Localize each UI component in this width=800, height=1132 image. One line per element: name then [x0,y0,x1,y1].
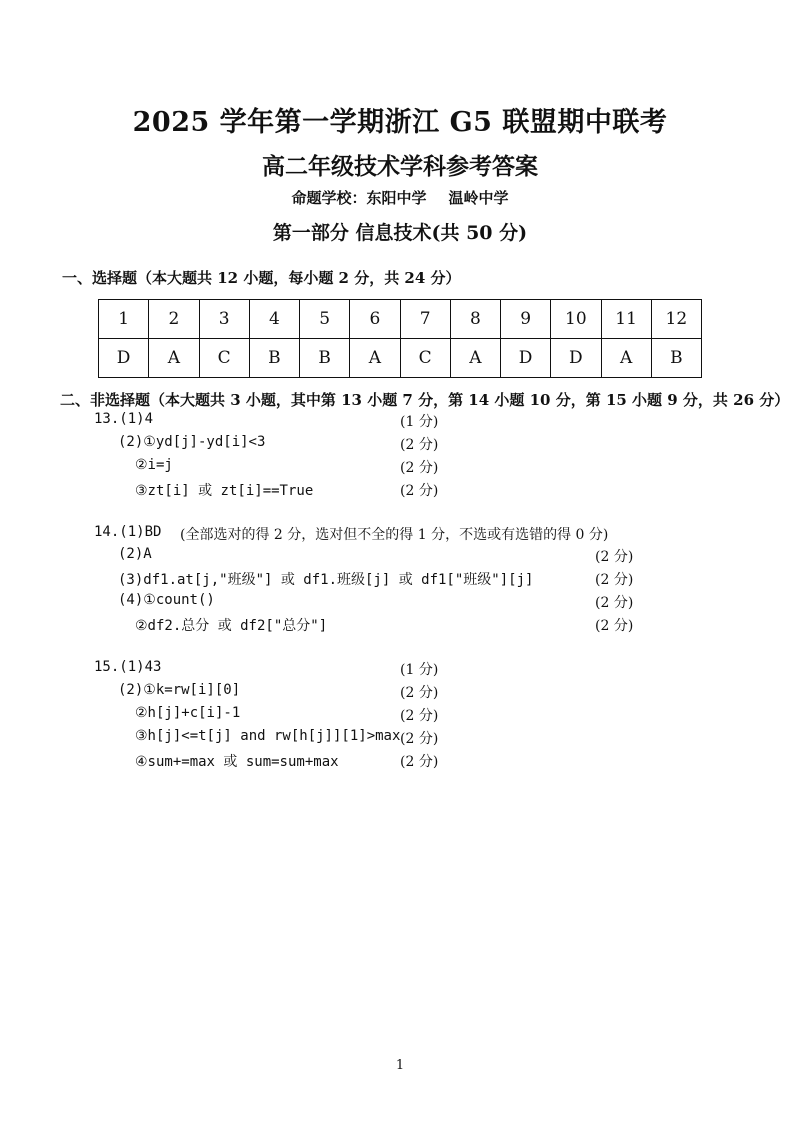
question-number: 6 [350,300,400,339]
q13-score-2: (2 分) [400,437,439,453]
q13-score-1: (1 分) [400,414,439,430]
page-number: 1 [395,1058,405,1073]
q13-line-3: ②i=j [135,457,173,473]
q15-line-5: ④sum+=max 或 sum=sum+max [135,754,339,770]
q14-line-2: (2)A [118,546,152,562]
answer-cell: A [450,339,500,378]
schools-line [0,187,800,208]
question-number: 1 [99,300,149,339]
q15-line-4: ③h[j]<=t[j] and rw[h[j]][1]>max [135,728,401,744]
q14-line-1: 14.(1)BD [94,524,162,540]
answer-cell: D [551,339,601,378]
q15-line-1: 15.(1)43 [94,659,162,675]
answer-cell: A [350,339,400,378]
answer-cell: A [149,339,199,378]
answer-cell: B [249,339,299,378]
q13-score-3: (2 分) [400,460,439,476]
question-number: 9 [501,300,551,339]
question-number: 4 [249,300,299,339]
q14-note: (全部选对的得 2 分，选对但不全的得 1 分，不选或有选错的得 0 分) [180,527,609,543]
part-heading: 第一部分 信息技术(共 50 分) [272,222,528,244]
answer-cell: B [300,339,350,378]
q13-score-4: (2 分) [400,483,439,499]
question-number: 3 [199,300,249,339]
q14-score-3: (2 分) [595,572,634,588]
question-number: 8 [450,300,500,339]
answer-cell: A [601,339,651,378]
q15-score-4: (2 分) [400,731,439,747]
q14-score-5: (2 分) [595,618,634,634]
question-number: 7 [400,300,450,339]
q15-line-3: ②h[j]+c[i]-1 [135,705,241,721]
document-title: 2025 学年第一学期浙江 G5 联盟期中联考 [132,107,668,138]
answer-cell: C [199,339,249,378]
q15-score-2: (2 分) [400,685,439,701]
q15-score-1: (1 分) [400,662,439,678]
answer-cell: D [99,339,149,378]
q14-score-4: (2 分) [595,595,634,611]
question-number: 5 [300,300,350,339]
answer-cell: B [651,339,701,378]
answer-cell: D [501,339,551,378]
answer-table [98,299,702,378]
question-number: 10 [551,300,601,339]
q15-score-5: (2 分) [400,754,439,770]
document-subtitle: 高二年级技术学科参考答案 [262,153,538,180]
section1-heading: 一、选择题（本大题共 12 小题，每小题 2 分，共 24 分） [62,269,461,287]
question-number: 2 [149,300,199,339]
q14-line-5: ②df2.总分 或 df2["总分"] [135,618,328,634]
schools-label: 命题学校：东阳中学 [291,189,427,207]
question-number: 12 [651,300,701,339]
q14-line-3: (3)df1.at[j,"班级"] 或 df1.班级[j] 或 df1["班级"][j] [118,572,534,588]
q14-line-4: (4)①count() [118,592,215,608]
school-2: 温岭中学 [448,189,509,207]
q13-line-1: 13.(1)4 [94,411,154,427]
answer-table-answer-row [99,339,702,378]
q13-line-4: ③zt[i] 或 zt[i]==True [135,483,314,499]
q14-score-2: (2 分) [595,549,634,565]
q15-line-2: (2)①k=rw[i][0] [118,682,241,698]
answer-cell: C [400,339,450,378]
section2-heading: 二、非选择题（本大题共 3 小题，其中第 13 小题 7 分，第 14 小题 10 分，第 15 小题 9 分，共 26 分） [60,391,790,409]
question-number: 11 [601,300,651,339]
q15-score-3: (2 分) [400,708,439,724]
answer-table-number-row [99,300,702,339]
q13-line-2: (2)①yd[j]-yd[i]<3 [118,434,266,450]
